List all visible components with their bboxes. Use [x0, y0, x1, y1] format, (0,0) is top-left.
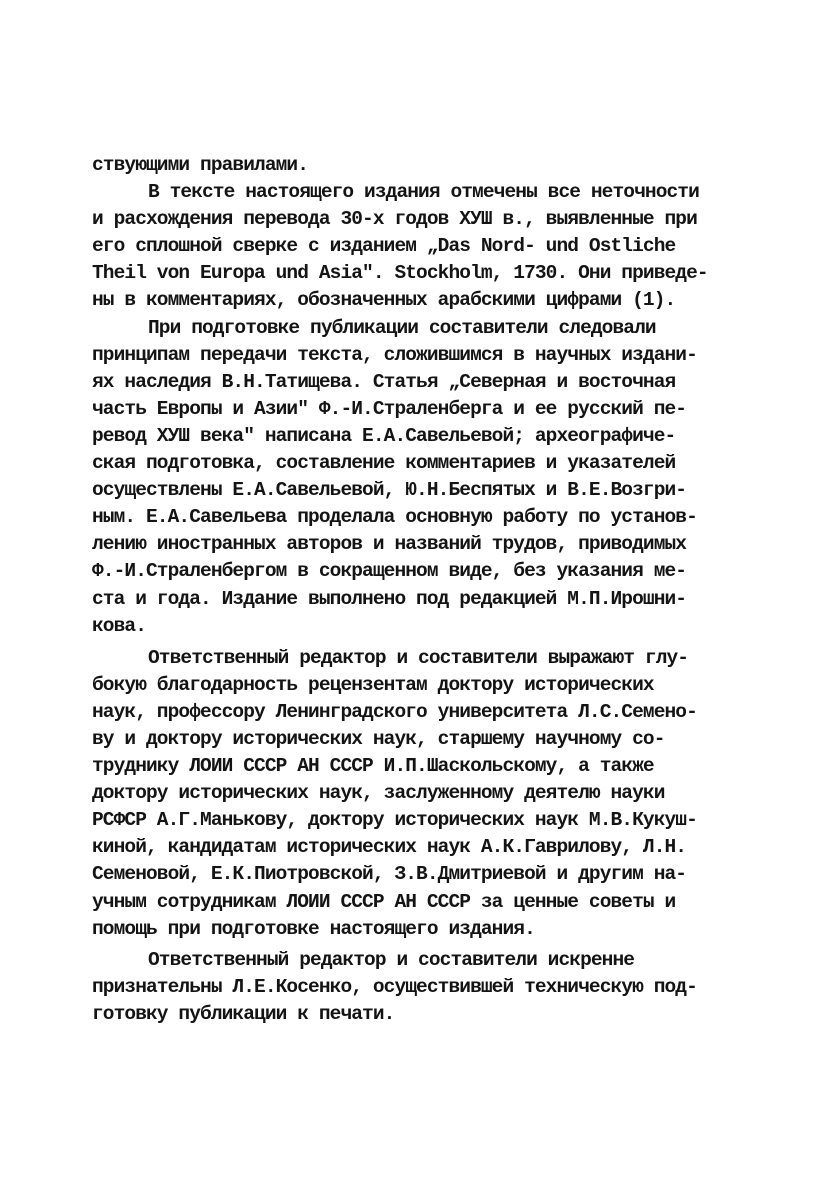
- text-line: Theil von Europa und Asia". Stockholm, 1730. Они приведе-: [92, 262, 708, 285]
- text-line: и расхождения перевода 30-х годов ХУШ в., выявленные при: [92, 208, 697, 231]
- text-line: Семеновой, Е.К.Пиотровской, З.В.Дмитриевой и другим на-: [92, 863, 687, 886]
- text-line: ская подготовка, составление комментариев и указателей: [92, 452, 676, 475]
- text-line: готовку публикации к печати.: [92, 1002, 395, 1025]
- text-line: Ф.-И.Страленбергом в сокращенном виде, без указания ме-: [92, 560, 687, 583]
- text-line: лению иностранных авторов и названий трудов, приводимых: [92, 533, 687, 556]
- text-line: При подготовке публикации составители следовали: [148, 316, 656, 339]
- text-line: ях наследия В.Н.Татищева. Статья „Северная и восточная: [92, 370, 676, 393]
- text-line: Ответственный редактор и составители выражают глу-: [148, 646, 689, 669]
- text-line: ву и доктору исторических наук, старшему научному со-: [92, 727, 665, 750]
- paragraph: [92, 179, 732, 314]
- text-line: часть Европы и Азии" Ф.-И.Страленберга и ее русский пе-: [92, 397, 687, 420]
- paragraph: [92, 315, 732, 640]
- text-line: помощь при подготовке настоящего издания.: [92, 917, 535, 940]
- text-line: ста и года. Издание выполнено под редакцией М.П.Ирошни-: [92, 587, 687, 610]
- paragraph: [92, 645, 732, 943]
- text-line: Ответственный редактор и составители искренне: [148, 948, 635, 971]
- text-line: доктору исторических наук, заслуженному деятелю науки: [92, 782, 665, 805]
- text-line: труднику ЛОИИ СССР АН СССР И.П.Шаскольскому, а также: [92, 755, 654, 778]
- text-line: осуществлены Е.А.Савельевой, Ю.Н.Беспятых и В.Е.Возгри-: [92, 479, 687, 502]
- text-line: ны в комментариях, обозначенных арабскими цифрами (1).: [92, 289, 676, 312]
- text-line: ным. Е.А.Савельева проделала основную работу по установ-: [92, 506, 697, 529]
- text-line: принципам передачи текста, сложившимся в научных издани-: [92, 343, 697, 366]
- text-line: кова.: [92, 614, 147, 637]
- text-line: его сплошной сверке с изданием „Das Nord- und Ostliche: [92, 235, 676, 258]
- text-line: ствующими правилами.: [92, 154, 309, 176]
- text-line: бокую благодарность рецензентам доктору исторических: [92, 673, 654, 696]
- text-line: признательны Л.Е.Косенко, осуществившей техническую под-: [92, 975, 697, 998]
- paragraph: [92, 947, 732, 1028]
- text-line: учным сотрудникам ЛОИИ СССР АН СССР за ценные советы и: [92, 890, 676, 913]
- text-line: киной, кандидатам исторических наук А.К.Гаврилову, Л.Н.: [92, 836, 687, 859]
- text-body: [92, 152, 732, 1028]
- text-line: ревод ХУШ века" написана Е.А.Савельевой; археографиче-: [92, 424, 676, 447]
- text-line: наук, профессору Ленинградского университета Л.С.Семено-: [92, 700, 697, 723]
- text-line: РСФСР А.Г.Манькову, доктору исторических наук М.В.Кукуш-: [92, 809, 697, 832]
- text-line: В тексте настоящего издания отмечены все неточности: [148, 181, 699, 204]
- paragraph: [92, 152, 732, 179]
